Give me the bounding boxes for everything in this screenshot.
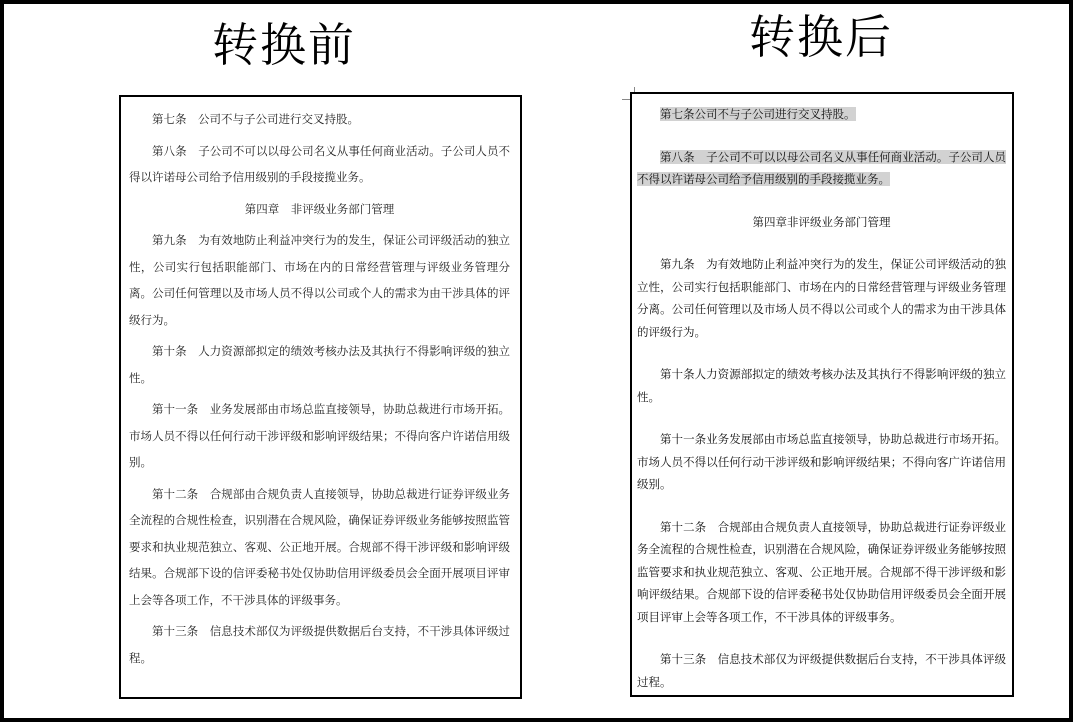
selection-highlight: 第八条 子公司不可以以母公司名义从事任何商业活动。子公司人员不得以许诺母公司给予信用级别的手段接揽业务。 [637, 149, 1006, 186]
before-heading: 转换前 [212, 18, 356, 72]
before-para-10: 第十条 人力资源部拟定的绩效考核办法及其执行不得影响评级的独立性。 [129, 344, 510, 385]
before-chapter-4-title: 第四章 非评级业务部门管理 [244, 201, 395, 216]
after-para-10[interactable]: 第十条人力资源部拟定的绩效考核办法及其执行不得影响评级的独立性。 [637, 367, 1006, 404]
after-chapter-4-title[interactable]: 第四章非评级业务部门管理 [752, 214, 891, 229]
after-para-11[interactable]: 第十一条业务发展部由市场总监直接领导，协助总裁进行市场开拓。市场人员不得以任何行动干涉评级和影响评级结果；不得向客广许诺信用级别。 [637, 432, 1006, 491]
after-para-9[interactable]: 第九条 为有效地防止利益冲突行为的发生，保证公司评级活动的独立性，公司实行包括职能部门、市场在内的日常经营管理与评级业务管理分离。公司任何管理以及市场人员不得以公司或个人的需求为由干涉具体的评级行为。 [637, 257, 1006, 339]
after-para-7[interactable] [637, 103, 1006, 126]
after-heading: 转换后 [749, 10, 893, 64]
selection-highlight: 第七条公司不与子公司进行交叉持股。 [660, 107, 856, 121]
after-para-12[interactable]: 第十二条 合规部由合规负责人直接领导，协助总裁进行证券评级业务全流程的合规性检查，识别潜在合规风险，确保证券评级业务能够按照监管要求和执业规范独立、客观、公正地开展。合规部不得干涉评级和影响评级结果。合规部下设的信评委秘书处仅协助信用评级委员会全面开展项目评审上会等各项工作，不干涉具体的评级事务。 [637, 519, 1006, 624]
before-para-13: 第十三条 信息技术部仅为评级提供数据后台支持，不干涉具体评级过程。 [129, 624, 510, 665]
before-para-8: 第八条 子公司不可以以母公司名义从事任何商业活动。子公司人员不得以许诺母公司给予信用级别的手段接揽业务。 [129, 143, 510, 184]
after-document-page[interactable] [630, 92, 1014, 697]
before-para-12: 第十二条 合规部由合规负责人直接领导，协助总裁进行证券评级业务全流程的合规性检查，识别潜在合规风险，确保证券评级业务能够按照监管要求和执业规范独立、客观、公正地开展。合规部不得干涉评级和影响评级结果。合规部下设的信评委秘书处仅协助信用评级委员会全面开展项目评审上会等各项工作，不干涉具体的评级事务。 [129, 486, 510, 607]
before-para-11: 第十一条 业务发展部由市场总监直接领导，协助总裁进行市场开拓。市场人员不得以任何行动干涉评级和影响评级结果；不得向客户许诺信用级别。 [129, 402, 510, 469]
before-document-page [119, 95, 522, 699]
after-para-8[interactable] [637, 146, 1006, 191]
before-para-7: 第七条 公司不与子公司进行交叉持股。 [152, 112, 359, 126]
before-para-9: 第九条 为有效地防止利益冲突行为的发生，保证公司评级活动的独立性，公司实行包括职能部门、市场在内的日常经营管理与评级业务管理分离。公司任何管理以及市场人员不得以公司或个人的需求为由干涉具体的评级行为。 [129, 233, 510, 327]
after-para-13[interactable]: 第十三条 信息技术部仅为评级提供数据后台支持，不干涉具体评级过程。 [637, 652, 1006, 689]
